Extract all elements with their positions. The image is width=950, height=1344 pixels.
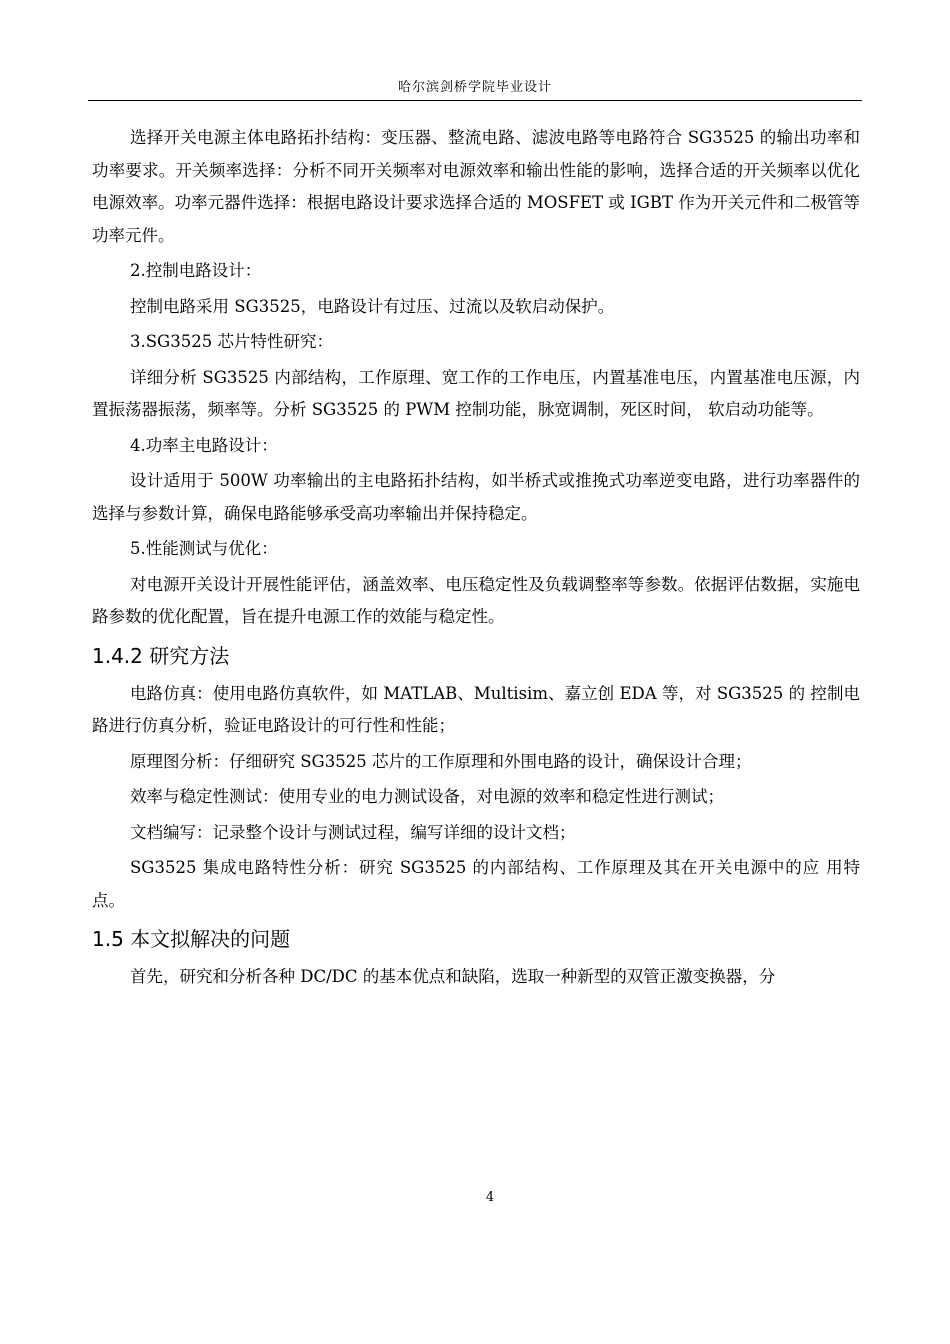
method-ic-analysis: SG3525 集成电路特性分析：研究 SG3525 的内部结构、工作原理及其在开关电源中的应 用特点。 [92,858,860,910]
section-heading-1-4-2: 1.4.2 研究方法 [92,643,230,668]
paragraph-topology: 选择开关电源主体电路拓扑结构：变压器、整流电路、滤波电路等电路符合 SG3525 的输出功率和功率要求。开关频率选择：分析不同开关频率对电源效率和输出性能的影响，选择合适的开关频率以优化电源效率。功率元器件选择：根据电路设计要求选择合适的 MOSFET 或 IGBT 作为开关元件和二极管等功率元件。 [92,128,860,245]
method-testing: 效率与稳定性测试：使用专业的电力测试设备，对电源的效率和稳定性进行测试； [130,787,724,806]
item-3-title: 3.SG3525 芯片特性研究： [130,332,333,351]
header-rule [88,100,862,101]
item-4-text: 设计适用于 500W 功率输出的主电路拓扑结构，如半桥式或推挽式功率逆变电路，进行功率器件的选择与参数计算，确保电路能够承受高功率输出并保持稳定。 [92,471,860,523]
item-3-text: 详细分析 SG3525 内部结构，工作原理、宽工作的工作电压，内置基准电压，内置基准电压源，内置振荡器振荡，频率等。分析 SG3525 的 PWM 控制功能，脉宽调制，死区时间， 软启动功能等。 [92,367,860,419]
method-schematic: 原理图分析：仔细研究 SG3525 芯片的工作原理和外围电路的设计，确保设计合理； [130,751,752,771]
item-4-title: 4.功率主电路设计： [130,435,278,455]
paragraph-problems: 首先，研究和分析各种 DC/DC 的基本优点和缺陷，选取一种新型的双管正激变换器，分 [130,967,776,986]
method-simulation: 电路仿真：使用电路仿真软件，如 MATLAB、Multisim、嘉立创 EDA 等，对 SG3525 的 控制电路进行仿真分析，验证电路设计的可行性和性能； [92,683,860,735]
page-header: 哈尔滨剑桥学院毕业设计 [397,80,552,95]
item-5-text: 对电源开关设计开展性能评估，涵盖效率、电压稳定性及负载调整率等参数。依据评估数据，实施电路参数的优化配置，旨在提升电源工作的效能与稳定性。 [92,574,860,626]
section-heading-1-5: 1.5 本文拟解决的问题 [92,927,291,951]
page-body [92,122,860,994]
item-2-title: 2.控制电路设计： [130,261,262,280]
page-number: 4 [485,1190,495,1205]
item-2-text: 控制电路采用 SG3525，电路设计有过压、过流以及软启动保护。 [130,296,615,316]
item-5-title: 5.性能测试与优化： [130,539,278,558]
method-documentation: 文档编写：记录整个设计与测试过程，编写详细的设计文档； [130,822,576,842]
